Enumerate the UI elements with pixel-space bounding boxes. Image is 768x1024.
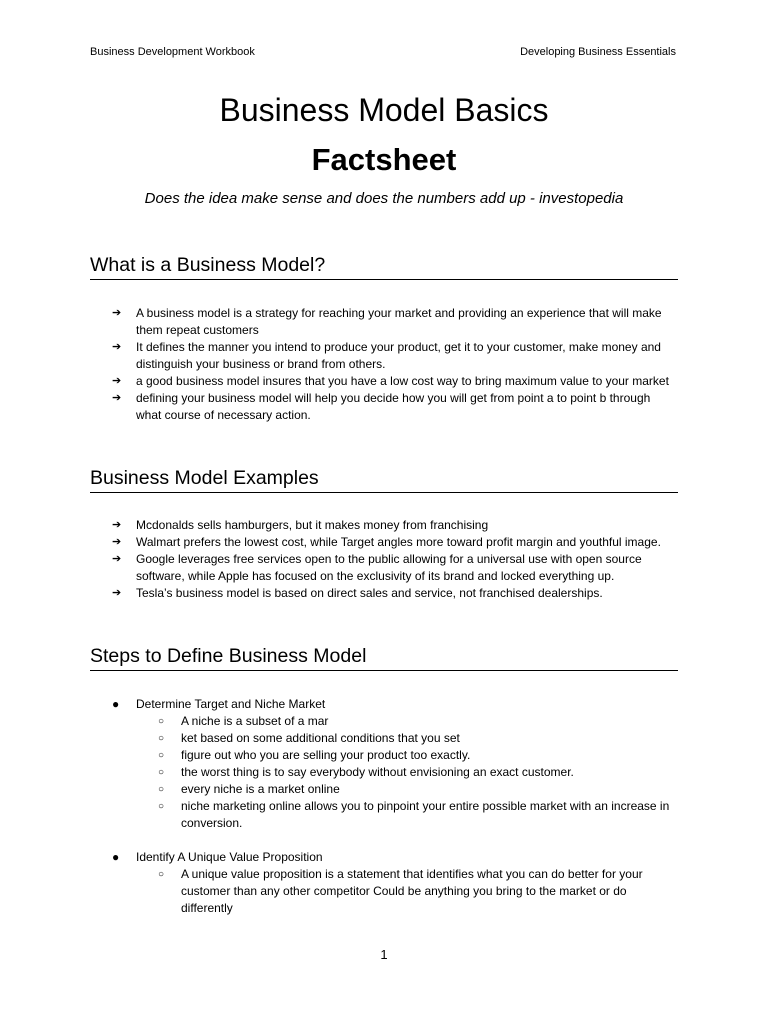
- arrow-icon: ➔: [112, 375, 122, 387]
- sub-list-item-text: ket based on some additional conditions that you set: [181, 731, 460, 745]
- sub-list-item: [136, 747, 678, 764]
- list-item: [90, 390, 678, 424]
- arrow-icon: ➔: [112, 307, 122, 319]
- quote: Does the idea make sense and does the numbers add up - investopedia: [144, 190, 624, 207]
- arrow-icon: ➔: [112, 519, 122, 531]
- sub-list-item-text: figure out who you are selling your product too exactly.: [181, 748, 471, 762]
- arrow-icon: ➔: [112, 587, 122, 599]
- section-heading: Steps to Define Business Model: [90, 643, 678, 671]
- bullet-list: [90, 696, 678, 917]
- list-item-text: It defines the manner you intend to produce your product, get it to your customer, make money and distinguish your business or brand from others.: [136, 340, 661, 371]
- sub-list-item-text: every niche is a market online: [181, 782, 340, 796]
- list-item: [90, 534, 678, 551]
- bullet-list: [90, 517, 678, 602]
- bullet-circle-icon: ○: [158, 801, 165, 812]
- page-number: 1: [380, 947, 388, 962]
- list-item: [90, 339, 678, 373]
- list-item-text: Identify A Unique Value Proposition: [136, 850, 323, 864]
- header-left: Business Development Workbook: [90, 46, 255, 58]
- list-item-text: defining your business model will help you decide how you will get from point a to point b through what course of necessary action.: [136, 391, 651, 422]
- list-item: [90, 373, 678, 390]
- sub-list-item-text: niche marketing online allows you to pinpoint your entire possible market with an increase in conversion.: [181, 799, 670, 830]
- arrow-icon: ➔: [112, 536, 122, 548]
- list-item: [90, 585, 678, 602]
- list-item-text: A business model is a strategy for reaching your market and providing an experience that will make them repeat customers: [136, 306, 662, 337]
- bullet-circle-icon: ○: [158, 869, 165, 880]
- sub-list: [136, 713, 678, 832]
- page-title: Business Model Basics: [219, 92, 549, 128]
- arrow-icon: ➔: [112, 392, 122, 404]
- list-item: [90, 849, 678, 917]
- list-item: [90, 305, 678, 339]
- sub-list-item: [136, 730, 678, 747]
- page-subtitle: Factsheet: [311, 142, 457, 177]
- bullet-circle-icon: ○: [158, 733, 165, 744]
- list-item-text: Determine Target and Niche Market: [136, 697, 326, 711]
- section-heading: What is a Business Model?: [90, 252, 678, 280]
- list-item: [90, 551, 678, 585]
- bullet-circle-icon: ○: [158, 716, 165, 727]
- sub-list-item-text: A niche is a subset of a mar: [181, 714, 329, 728]
- sub-list-item: [136, 764, 678, 781]
- arrow-icon: ➔: [112, 341, 122, 353]
- sub-list-item: [136, 781, 678, 798]
- header-right: Developing Business Essentials: [520, 46, 676, 58]
- section-examples: [90, 465, 678, 602]
- sub-list-item-text: A unique value proposition is a statement that identifies what you can do better for your customer than any other competitor Could be anything you bring to the market or do differently: [181, 867, 643, 915]
- sub-list-item-text: the worst thing is to say everybody without envisioning an exact customer.: [181, 765, 574, 779]
- sub-list-item: [136, 798, 678, 832]
- bullet-list: [90, 305, 678, 424]
- section-steps: [90, 643, 678, 917]
- bullet-circle-icon: ○: [158, 750, 165, 761]
- sub-list-item: [136, 713, 678, 730]
- list-item: [90, 696, 678, 832]
- list-item-text: a good business model insures that you have a low cost way to bring maximum value to your market: [136, 374, 669, 388]
- list-item: [90, 517, 678, 534]
- sub-list: [136, 866, 678, 917]
- list-item-text: Walmart prefers the lowest cost, while Target angles more toward profit margin and youthful image.: [136, 535, 661, 549]
- section-heading: Business Model Examples: [90, 465, 678, 493]
- list-item-text: Google leverages free services open to the public allowing for a universal use with open source software, while Apple has focused on the exclusivity of its brand and locked everything up.: [136, 552, 642, 583]
- list-item-text: Mcdonalds sells hamburgers, but it makes money from franchising: [136, 518, 489, 532]
- bullet-circle-icon: ○: [158, 784, 165, 795]
- section-what-is: [90, 252, 678, 424]
- bullet-disc-icon: ●: [112, 850, 120, 864]
- bullet-circle-icon: ○: [158, 767, 165, 778]
- arrow-icon: ➔: [112, 553, 122, 565]
- sub-list-item: [136, 866, 678, 917]
- list-item-text: Tesla’s business model is based on direct sales and service, not franchised dealerships.: [136, 586, 603, 600]
- bullet-disc-icon: ●: [112, 697, 120, 711]
